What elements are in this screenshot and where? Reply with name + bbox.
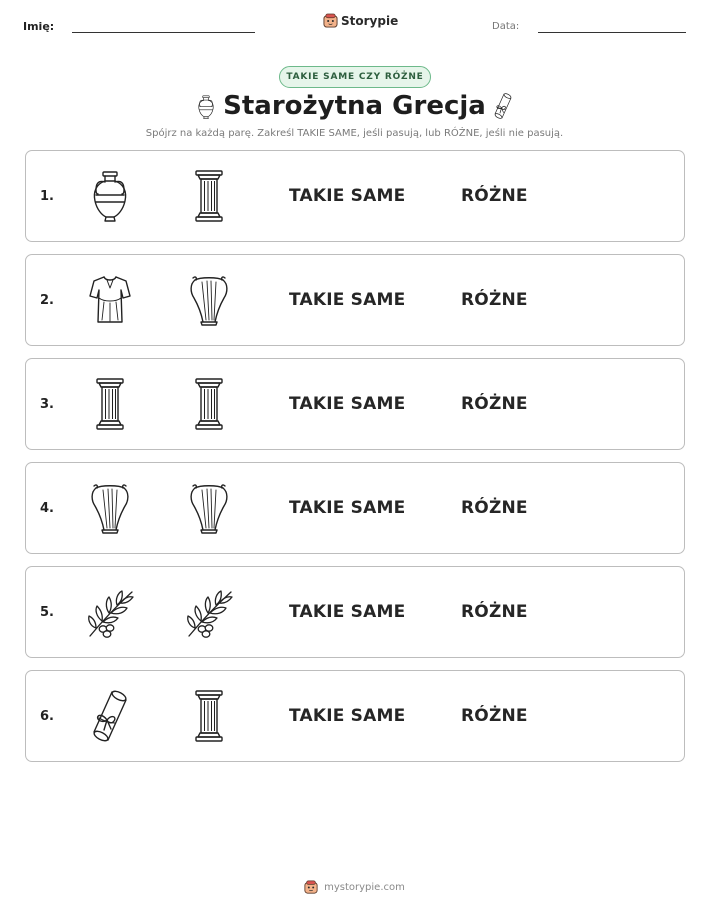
- exercise-row: [25, 670, 685, 762]
- lyre-icon: [181, 272, 237, 328]
- row-number: 2.: [40, 293, 54, 308]
- amphora-icon: [82, 168, 138, 224]
- column-icon: [181, 688, 237, 744]
- scroll-icon: [489, 89, 517, 123]
- footer-url[interactable]: mystorypie.com: [324, 881, 405, 893]
- different-option[interactable]: RÓŻNE: [461, 498, 528, 518]
- different-option[interactable]: RÓŻNE: [461, 290, 528, 310]
- worksheet-type-badge: TAKIE SAME CZY RÓŻNE: [279, 66, 431, 88]
- row-number: 5.: [40, 605, 54, 620]
- olive-branch-icon: [181, 584, 237, 640]
- date-label: Data:: [492, 21, 520, 32]
- different-option[interactable]: RÓŻNE: [461, 602, 528, 622]
- same-option[interactable]: TAKIE SAME: [289, 186, 406, 206]
- row-number: 4.: [40, 501, 54, 516]
- scroll-icon: [82, 688, 138, 744]
- exercise-row: [25, 358, 685, 450]
- storypie-mascot-icon: [323, 13, 338, 28]
- same-option[interactable]: TAKIE SAME: [289, 602, 406, 622]
- column-icon: [82, 376, 138, 432]
- different-option[interactable]: RÓŻNE: [461, 706, 528, 726]
- brand-logo: [323, 13, 398, 28]
- lyre-icon: [181, 480, 237, 536]
- storypie-mascot-icon: [304, 880, 318, 894]
- row-number: 6.: [40, 709, 54, 724]
- exercise-row: [25, 462, 685, 554]
- column-icon: [181, 168, 237, 224]
- same-option[interactable]: TAKIE SAME: [289, 394, 406, 414]
- row-number: 1.: [40, 189, 54, 204]
- tunic-icon: [82, 272, 138, 328]
- brand-name: Storypie: [341, 13, 399, 28]
- name-field[interactable]: [72, 32, 255, 33]
- different-option[interactable]: RÓŻNE: [461, 394, 528, 414]
- olive-branch-icon: [82, 584, 138, 640]
- exercise-row: [25, 566, 685, 658]
- lyre-icon: [82, 480, 138, 536]
- same-option[interactable]: TAKIE SAME: [289, 706, 406, 726]
- date-field[interactable]: [538, 32, 686, 33]
- exercise-row: [25, 254, 685, 346]
- different-option[interactable]: RÓŻNE: [461, 186, 528, 206]
- page-title: Starożytna Grecja: [223, 91, 486, 121]
- exercise-row: [25, 150, 685, 242]
- column-icon: [181, 376, 237, 432]
- same-option[interactable]: TAKIE SAME: [289, 498, 406, 518]
- same-option[interactable]: TAKIE SAME: [289, 290, 406, 310]
- footer: [0, 880, 709, 894]
- instructions: Spójrz na każdą parę. Zakreśl TAKIE SAME, jeśli pasują, lub RÓŻNE, jeśli nie pasują.: [145, 128, 564, 139]
- name-label: Imię:: [23, 20, 55, 33]
- row-number: 3.: [40, 397, 54, 412]
